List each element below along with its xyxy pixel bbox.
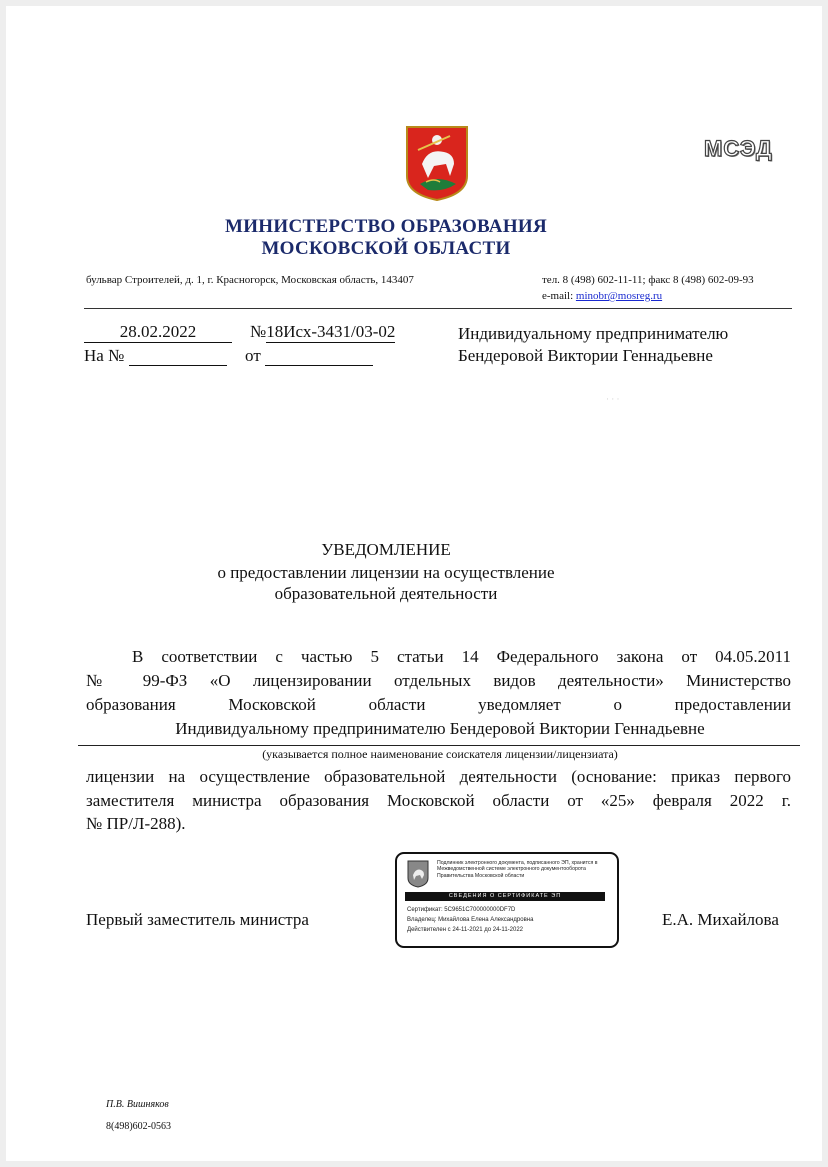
reference-number-blank xyxy=(129,348,227,366)
stamp-owner: Владелец: Михайлова Елена Александровна xyxy=(407,917,534,923)
signer-position: Первый заместитель министра xyxy=(86,910,309,929)
licensee-name: Индивидуальному предпринимателю Бендеровой Виктории Геннадьевне xyxy=(175,719,705,738)
body-line6: заместителя министра образования Московской области от «25» февраля 2022 г. xyxy=(86,791,791,810)
ministry-name-line1: МИНИСТЕРСТВО ОБРАЗОВАНИЯ xyxy=(224,216,548,237)
reference-from-label: от xyxy=(245,346,261,365)
body-line2: № 99-ФЗ «О лицензировании отдельных видов деятельности» Министерство xyxy=(86,671,791,690)
registration-row xyxy=(84,322,395,343)
stamp-header-text: Подлинник электронного документа, подписанного ЭП, хранится в Межведомственной системе электронного документооборота Правительства Московской области xyxy=(437,860,598,879)
header-divider xyxy=(84,308,792,309)
reference-row xyxy=(84,346,373,366)
licensee-underline xyxy=(78,745,800,746)
ministry-address: бульвар Строителей, д. 1, г. Красногорск, Московская область, 143407 xyxy=(86,274,414,286)
notice-title: УВЕДОМЛЕНИЕ xyxy=(321,540,451,559)
executor-name: П.В. Вишняков xyxy=(106,1099,169,1110)
moscow-region-coat-of-arms-icon xyxy=(404,124,470,202)
registration-date: 28.02.2022 xyxy=(84,322,232,343)
addressee-line1: Индивидуальному предпринимателю xyxy=(458,324,729,343)
ministry-name-line2: МОСКОВСКОЙ ОБЛАСТИ xyxy=(261,238,511,259)
electronic-signature-stamp xyxy=(395,852,619,948)
executor-phone: 8(498)602-0563 xyxy=(106,1121,171,1132)
email-link[interactable]: minobr@mosreg.ru xyxy=(575,290,663,302)
ministry-phones: тел. 8 (498) 602-11-11; факс 8 (498) 602-09-93 xyxy=(542,274,754,286)
body-line3: образования Московской области уведомляет о предоставлении xyxy=(86,695,791,714)
stamp-certificate-bar: СВЕДЕНИЯ О СЕРТИФИКАТЕ ЭП xyxy=(405,892,605,901)
body-line1: В соответствии с частью 5 статьи 14 Федерального закона от 04.05.2011 xyxy=(132,647,791,666)
reference-label: На № xyxy=(84,346,125,365)
document-page xyxy=(6,6,822,1161)
body-line5: лицензии на осуществление образовательной деятельности (основание: приказ первого xyxy=(86,767,791,786)
stamp-certificate-number: Сертификат: 5C9651C700000000DF7D xyxy=(407,907,516,913)
stamp-coat-of-arms-icon xyxy=(407,860,429,888)
notice-subtitle-line2: образовательной деятельности xyxy=(274,584,498,603)
addressee-line2: Бендеровой Виктории Геннадьевне xyxy=(458,346,713,365)
msed-mark: МСЭД xyxy=(704,136,773,161)
faint-mark: · · · xyxy=(606,394,620,404)
notice-subtitle-line1: о предоставлении лицензии на осуществление xyxy=(217,563,555,582)
reference-date-blank xyxy=(265,348,373,366)
stamp-validity: Действителен с 24-11-2021 до 24-11-2022 xyxy=(407,927,524,933)
number-prefix: № xyxy=(250,322,267,341)
email-label: e-mail: xyxy=(542,290,574,302)
body-line7: № ПР/Л-288). xyxy=(86,814,186,833)
ministry-email-row xyxy=(542,290,662,302)
registration-number: 18Исх-3431/03-02 xyxy=(266,322,396,341)
signer-name: Е.А. Михайлова xyxy=(662,910,779,929)
licensee-caption: (указывается полное наименование соискателя лицензии/лицензиата) xyxy=(262,747,618,761)
